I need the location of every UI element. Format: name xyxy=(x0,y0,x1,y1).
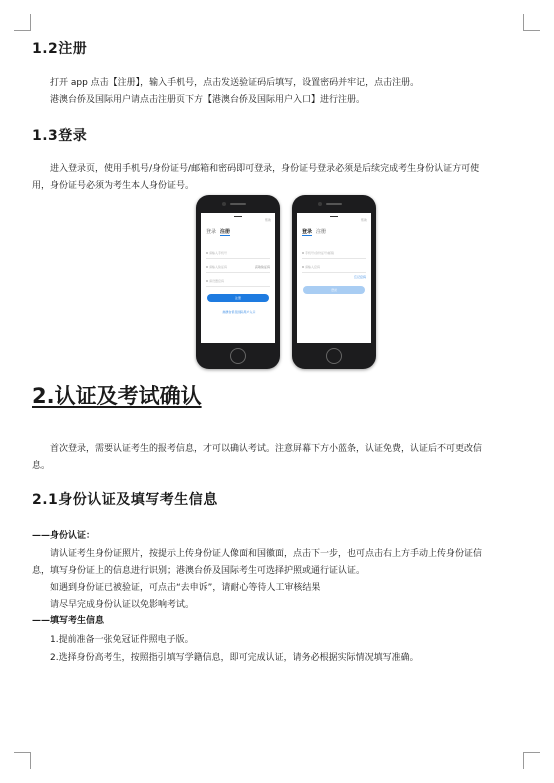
tab-login[interactable]: 登录 xyxy=(206,229,217,235)
forgot-password-link[interactable]: 忘记密码 xyxy=(353,275,366,279)
field-divider xyxy=(302,272,366,273)
auth-tabs xyxy=(302,228,330,235)
subheading-candidate-info: ——填写考生信息 xyxy=(32,616,105,626)
heading-register: 1.2注册 xyxy=(32,41,88,57)
corner-mark-bottom-left xyxy=(14,752,31,769)
help-link[interactable]: 帮助 xyxy=(360,218,367,222)
home-button xyxy=(230,348,246,364)
phone-icon xyxy=(206,252,208,254)
international-user-entry-link[interactable]: 港澳台侨及国际用户入口 xyxy=(222,310,256,314)
lock-icon xyxy=(302,266,304,268)
phone-mockup-login xyxy=(292,195,376,369)
phone-mockup-register xyxy=(196,195,280,369)
user-icon xyxy=(302,252,304,254)
phone-screen-login xyxy=(297,213,371,343)
login-paragraph-line-2: 用，身份证号必须为考生本人身份证号。 xyxy=(32,181,195,191)
login-paragraph-line-1: 进入登录页，使用手机号/身份证号/邮箱和密码即可登录，身份证号登录必须是后续完成考生身份认证方可使 xyxy=(50,164,480,174)
corner-mark-top-left xyxy=(14,14,31,31)
account-field[interactable]: 手机号/身份证号/邮箱 xyxy=(305,251,335,255)
heading-login: 1.3登录 xyxy=(32,128,88,144)
certification-paragraph-line-2: 息。 xyxy=(32,461,51,471)
appeal-paragraph: 如遇到身份证已被验证，可点击“去申诉”，请耐心等待人工审核结果 xyxy=(50,583,321,593)
field-divider xyxy=(206,272,270,273)
step-2: 2.选择身份高考生，按照指引填写学籍信息，即可完成认证，请务必根据实际情况填写准确。 xyxy=(50,653,419,663)
camera-dot xyxy=(318,202,322,206)
register-paragraph-line-1: 打开 app 点击【注册】，输入手机号，点击发送验证码后填写，设置密码并牢记，点击注册。 xyxy=(50,78,420,88)
identity-paragraph-line-1: 请认证考生身份证照片，按提示上传身份证人像面和国徽面，点击下一步，也可点击右上方手动上传身份证信 xyxy=(50,549,483,559)
home-button xyxy=(326,348,342,364)
certification-paragraph-line-1: 首次登录，需要认证考生的报考信息，才可以确认考试。注意屏幕下方小蓝条，认证免费，认证后不可更改信 xyxy=(50,444,483,454)
lock-icon xyxy=(206,280,208,282)
heading-certification: 2.认证及考试确认 xyxy=(32,384,202,408)
help-link[interactable]: 帮助 xyxy=(264,218,271,222)
status-bar xyxy=(300,215,368,219)
password-field[interactable]: 请设置密码 xyxy=(209,279,225,283)
reminder-paragraph: 请尽早完成身份认证以免影响考试。 xyxy=(50,600,195,610)
tab-register[interactable]: 注册 xyxy=(316,229,327,235)
tab-register[interactable]: 注册 xyxy=(220,229,231,235)
register-paragraph-line-2: 港澳台侨及国际用户请点击注册页下方【港澳台侨及国际用户入口】进行注册。 xyxy=(50,95,366,105)
password-field[interactable]: 请输入密码 xyxy=(305,265,321,269)
speaker-slot xyxy=(230,203,246,205)
register-button[interactable]: 注册 xyxy=(207,294,269,302)
heading-identity-verification: 2.1身份认证及填写考生信息 xyxy=(32,492,218,508)
field-divider xyxy=(302,258,366,259)
field-divider xyxy=(206,258,270,259)
verification-code-field[interactable]: 请输入验证码 xyxy=(209,265,228,269)
shield-icon xyxy=(206,266,208,268)
speaker-slot xyxy=(326,203,342,205)
camera-dot xyxy=(222,202,226,206)
auth-tabs xyxy=(206,228,234,235)
get-code-button[interactable]: 获取验证码 xyxy=(254,265,270,269)
tab-login[interactable]: 登录 xyxy=(302,229,313,235)
status-bar xyxy=(204,215,272,219)
login-button[interactable]: 登录 xyxy=(303,286,365,294)
corner-mark-top-right xyxy=(523,14,540,31)
step-1: 1.提前准备一张免冠证件照电子版。 xyxy=(50,635,194,645)
identity-paragraph-line-2: 息，填写身份证上的信息进行识别；港澳台侨及国际考生可选择护照或通行证认证。 xyxy=(32,566,366,576)
phone-number-field[interactable]: 请输入手机号 xyxy=(209,251,228,255)
field-divider xyxy=(206,286,270,287)
subheading-identity: ——身份认证： xyxy=(32,531,96,541)
corner-mark-bottom-right xyxy=(523,752,540,769)
phone-screen-register xyxy=(201,213,275,343)
